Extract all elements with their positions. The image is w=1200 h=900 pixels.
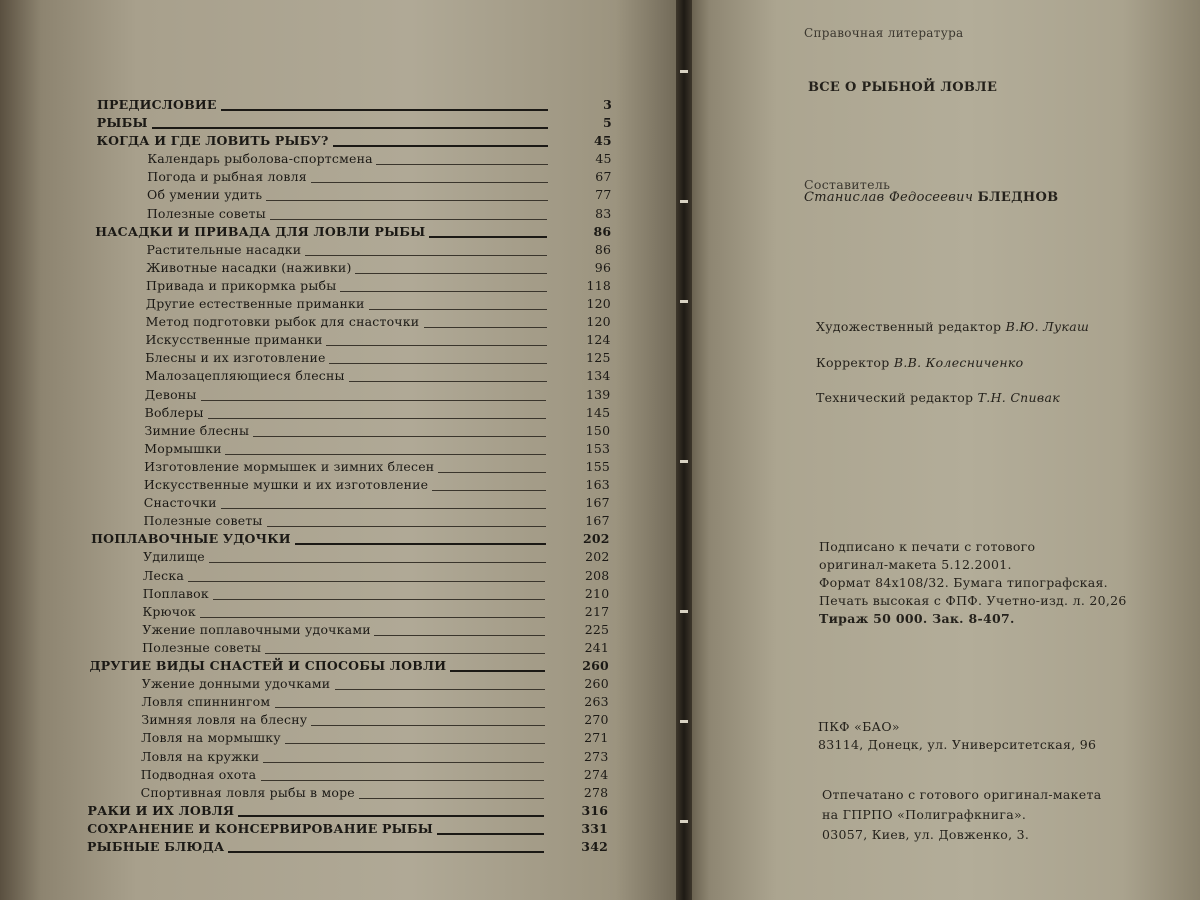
toc-leader-line [424, 327, 547, 328]
toc-page-number: 210 [584, 585, 610, 601]
corrector-name: В.В. Колесниченко [893, 355, 1024, 370]
toc-subsection [0, 693, 684, 711]
publisher-name: ПКФ «БАО» [818, 719, 900, 734]
toc-leader-line [285, 743, 545, 744]
toc-title: Удилище [143, 549, 205, 565]
toc-page-number: 96 [594, 259, 612, 275]
toc-section [0, 96, 684, 114]
toc-page-number: 45 [595, 151, 612, 167]
toc-leader-line [221, 508, 546, 509]
toc-subsection [0, 458, 684, 476]
toc-page-number: 202 [585, 549, 610, 565]
art-editor-name: В.Ю. Лукаш [1005, 319, 1090, 334]
toc-page-number: 139 [585, 386, 611, 402]
toc-subsection [0, 313, 684, 331]
toc-subsection [0, 386, 684, 404]
toc-page-number: 45 [594, 133, 612, 149]
printer-address: 03057, Киев, ул. Довженко, 3. [822, 827, 1030, 842]
toc-page-number: 273 [584, 748, 609, 764]
toc-page-number: 217 [584, 603, 610, 619]
toc-leader-line [209, 562, 546, 563]
toc-page-number: 208 [584, 567, 610, 583]
toc-title: Искусственные мушки и их изготовление [143, 477, 429, 493]
toc-title: Календарь рыболова-спортсмена [147, 151, 373, 167]
toc-title: Ловля спиннингом [141, 694, 271, 710]
toc-page-number: 67 [595, 169, 612, 185]
binding-stitch [680, 820, 688, 823]
toc-subsection [0, 729, 684, 747]
publisher-address: 83114, Донецк, ул. Университетская, 96 [818, 737, 1097, 752]
toc-page-number: 134 [586, 368, 611, 384]
toc-leader-line [261, 780, 544, 781]
toc-page-number: 225 [584, 621, 610, 637]
toc-leader-line [333, 145, 548, 147]
toc-subsection [0, 440, 684, 458]
toc-leader-line [201, 400, 546, 401]
series-label: Справочная литература [804, 26, 964, 40]
toc-title: Растительные насадки [146, 241, 302, 257]
toc-page-number: 260 [584, 676, 609, 692]
toc-section [0, 657, 684, 675]
toc-leader-line [253, 436, 546, 437]
art-editor-line [816, 318, 1089, 336]
toc-leader-line [225, 454, 546, 455]
toc-title: Блесны и их изготовление [145, 350, 326, 366]
binding-stitch [680, 70, 688, 73]
toc-title: СОХРАНЕНИЕ И КОНСЕРВИРОВАНИЕ РЫБЫ [87, 820, 433, 836]
toc-title: Малозацепляющиеся блесны [145, 368, 345, 384]
toc-page-number: 77 [595, 187, 612, 203]
toc-title: Ужение донными удочками [141, 676, 331, 692]
toc-leader-line [335, 689, 545, 690]
compiler-name: Станислав Федосеевич [804, 190, 974, 205]
toc-leader-line [213, 599, 545, 600]
toc-subsection [0, 784, 684, 802]
toc-subsection [0, 512, 684, 530]
binding-stitch [680, 460, 688, 463]
toc-title: Полезные советы [143, 513, 263, 529]
printer-line: на ГПРПО «Полиграфкнига». [822, 807, 1027, 822]
toc-page-number: 150 [585, 422, 611, 438]
toc-leader-line [270, 219, 547, 220]
print-line: Формат 84x108/32. Бумага типографская. [819, 575, 1108, 590]
toc-subsection [0, 241, 684, 259]
toc-section [0, 802, 684, 820]
toc-subsection [0, 476, 684, 494]
toc-page-number: 118 [586, 277, 612, 293]
toc-title: Другие естественные приманки [145, 296, 365, 312]
toc-title: Животные насадки (наживки) [146, 259, 352, 275]
toc-title: Подводная охота [140, 766, 257, 782]
toc-page-number: 120 [586, 296, 611, 312]
toc-page-number: 331 [581, 820, 609, 836]
toc-title: Мормышки [144, 440, 222, 456]
toc-page-number: 342 [581, 839, 608, 854]
art-editor-label: Художественный редактор [816, 319, 1002, 334]
toc-leader-line [369, 309, 547, 310]
toc-title: Полезные советы [142, 639, 262, 655]
print-line: оригинал-макета 5.12.2001. [819, 557, 1012, 572]
toc-title: Об умении удить [147, 187, 263, 203]
toc-leader-line [221, 109, 548, 111]
toc-page-number: 263 [584, 694, 609, 710]
toc-title: Ловля на кружки [140, 748, 260, 764]
toc-subsection [0, 349, 684, 367]
print-line: Печать высокая с ФПФ. Учетно-изд. л. 20,26 [819, 593, 1127, 608]
toc-title: Снасточки [143, 495, 217, 511]
toc-subsection [0, 259, 684, 277]
binding-stitch [680, 300, 688, 303]
toc-leader-line [275, 707, 545, 708]
toc-title: РАКИ И ИХ ЛОВЛЯ [87, 802, 235, 818]
toc-page-number: 270 [584, 712, 609, 728]
toc-subsection [0, 186, 684, 204]
corrector-label: Корректор [816, 355, 890, 370]
toc-title: Девоны [144, 386, 197, 402]
toc-page-number: 167 [585, 495, 610, 511]
toc-page-number: 316 [581, 802, 609, 818]
toc-leader-line [305, 255, 547, 256]
binding-stitch [680, 720, 688, 723]
toc-page-number: 86 [593, 223, 612, 239]
toc-page-number: 120 [586, 314, 611, 330]
toc-title: Зимняя ловля на блесну [141, 712, 308, 728]
toc-leader-line [228, 851, 544, 853]
toc-page-number: 167 [585, 513, 610, 529]
printer-line: Отпечатано с готового оригинал-макета [822, 787, 1102, 802]
toc-title: Ловля на мормышку [141, 730, 281, 746]
toc-leader-line [437, 833, 544, 835]
toc-leader-line [432, 490, 546, 491]
toc-page-number: 274 [583, 766, 609, 782]
toc-page-number: 155 [585, 458, 611, 474]
toc-subsection [0, 548, 684, 566]
toc-title: НАСАДКИ И ПРИВАДА ДЛЯ ЛОВЛИ РЫБЫ [95, 223, 426, 239]
toc-leader-line [438, 472, 546, 473]
toc-page-number: 241 [584, 639, 610, 655]
book-title: ВСЕ О РЫБНОЙ ЛОВЛЕ [808, 80, 998, 95]
toc-page-number: 3 [603, 97, 612, 112]
toc-title: Привада и прикормка рыбы [146, 277, 337, 293]
book-spine [676, 0, 692, 900]
toc-subsection [0, 639, 684, 657]
toc-leader-line [376, 164, 548, 165]
toc-leader-line [265, 653, 545, 654]
toc-title: Полезные советы [146, 205, 266, 221]
toc-title: Леска [142, 567, 185, 583]
tech-editor-line [816, 389, 1060, 407]
binding-stitch [680, 610, 688, 613]
toc-subsection [0, 621, 684, 639]
right-page-imprint [684, 0, 1200, 900]
toc-leader-line [359, 798, 544, 799]
toc-leader-line [374, 635, 545, 636]
toc-section [0, 223, 684, 241]
toc-title: Крючок [142, 603, 196, 619]
toc-title: Изготовление мормышек и зимних блесен [144, 458, 435, 474]
toc-page-number: 271 [584, 730, 609, 746]
toc-leader-line [152, 127, 548, 129]
toc-title: КОГДА И ГДЕ ЛОВИТЬ РЫБУ? [96, 133, 329, 149]
toc-leader-line [267, 526, 546, 527]
toc-page-number: 83 [595, 205, 612, 221]
toc-section [0, 132, 684, 150]
toc-section [0, 530, 684, 548]
toc-subsection [0, 150, 684, 168]
toc-leader-line [329, 363, 547, 364]
toc-subsection [0, 295, 684, 313]
toc-page-number: 124 [586, 332, 611, 348]
toc-subsection [0, 567, 684, 585]
toc-leader-line [266, 200, 548, 201]
toc-subsection [0, 766, 684, 784]
toc-title: РЫБЫ [96, 115, 148, 131]
toc-leader-line [295, 543, 546, 545]
toc-subsection [0, 404, 684, 422]
toc-subsection [0, 367, 684, 385]
toc-title: ПРЕДИСЛОВИЕ [97, 97, 217, 112]
toc-title: ПОПЛАВОЧНЫЕ УДОЧКИ [91, 531, 291, 547]
toc-subsection [0, 494, 684, 512]
toc-subsection [0, 748, 684, 766]
toc-page-number: 163 [585, 477, 610, 493]
compiler-line [804, 189, 1058, 207]
toc-subsection [0, 205, 684, 223]
toc-leader-line [311, 725, 545, 726]
toc-subsection [0, 168, 684, 186]
toc-leader-line [238, 815, 544, 817]
toc-leader-line [429, 236, 547, 238]
toc-section [0, 838, 684, 856]
tech-editor-label: Технический редактор [816, 390, 974, 405]
print-line: Подписано к печати с готового [819, 539, 1036, 554]
toc-leader-line [208, 418, 546, 419]
binding-stitch [680, 200, 688, 203]
toc-leader-line [311, 182, 548, 183]
compiler-label: Составитель [804, 177, 891, 192]
toc-leader-line [355, 273, 547, 274]
toc-page-number: 5 [602, 115, 612, 131]
toc-page-number: 125 [586, 350, 611, 366]
print-run-line: Тираж 50 000. Зак. 8-407. [819, 611, 1015, 626]
toc-subsection [0, 422, 684, 440]
toc-title: Поплавок [142, 585, 209, 601]
tech-editor-name: Т.Н. Спивак [977, 390, 1060, 405]
toc-subsection [0, 603, 684, 621]
toc-title: РЫБНЫЕ БЛЮДА [87, 839, 225, 854]
toc-leader-line [326, 345, 547, 346]
corrector-line [816, 354, 1023, 372]
toc-leader-line [263, 762, 544, 763]
toc-page-number: 278 [583, 784, 609, 800]
toc-subsection [0, 711, 684, 729]
compiler-surname: БЛЕДНОВ [977, 190, 1059, 205]
toc-title: Спортивная ловля рыбы в море [140, 784, 355, 800]
toc-title: Метод подготовки рыбок для снасточки [145, 314, 420, 330]
toc-leader-line [200, 617, 545, 618]
toc-subsection [0, 585, 684, 603]
toc-page-number: 153 [585, 440, 611, 456]
toc-page-number: 260 [582, 658, 609, 674]
toc-title: Зимние блесны [144, 422, 250, 438]
toc-leader-line [340, 291, 547, 292]
toc-page-number: 145 [585, 404, 611, 420]
toc-title: Ужение поплавочными удочками [142, 621, 371, 637]
toc-leader-line [450, 670, 545, 672]
toc-title: ДРУГИЕ ВИДЫ СНАСТЕЙ И СПОСОБЫ ЛОВЛИ [89, 658, 447, 674]
toc-section [0, 114, 684, 132]
toc-title: Искусственные приманки [145, 332, 323, 348]
toc-title: Погода и рыбная ловля [147, 169, 307, 185]
toc-subsection [0, 331, 684, 349]
toc-section [0, 820, 684, 838]
toc-subsection [0, 675, 684, 693]
toc-leader-line [188, 581, 545, 582]
toc-leader-line [349, 381, 547, 382]
toc-title: Воблеры [144, 404, 204, 420]
toc-subsection [0, 277, 684, 295]
toc-page-number: 202 [582, 531, 610, 547]
toc-page-number: 86 [594, 241, 612, 257]
